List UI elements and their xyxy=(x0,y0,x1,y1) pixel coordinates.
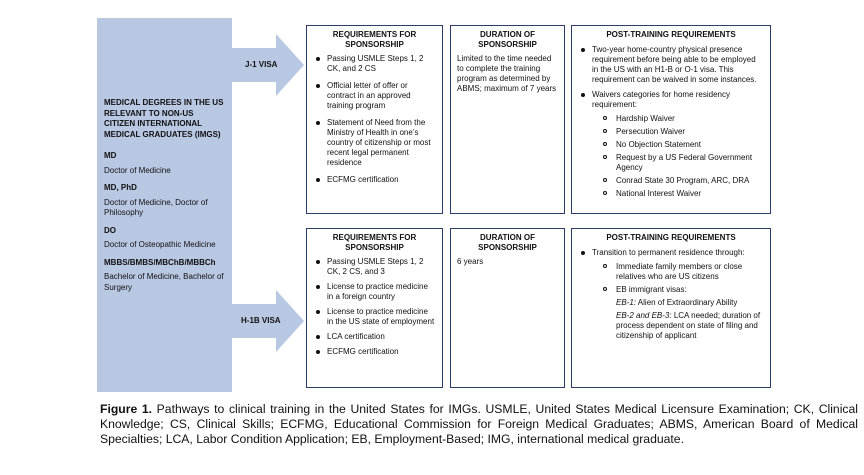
list-item: ECFMG certification xyxy=(327,347,436,357)
degree-full: Bachelor of Medicine, Bachelor of Surgery xyxy=(104,272,224,292)
caption-text: Pathways to clinical training in the United States for IMGs. USMLE, United States Medical Licensure Examination; CK, Clinical Knowledge; CS, Clinical Skills; ECFMG, Educational Commission for Foreign Medical Graduates; ABMS, American Board of Medical Specialties; LCA, Labor Condition Application; EB, Employment-Based; IMG, international medical graduate. xyxy=(100,402,858,446)
degree-full: Doctor of Medicine, Doctor of Philosophy xyxy=(104,197,208,217)
degrees-panel xyxy=(97,18,232,392)
h1b-duration-box xyxy=(450,228,565,388)
j1-requirements-title: REQUIREMENTS FOR SPONSORSHIP xyxy=(332,30,417,49)
waiver-item: National Interest Waiver xyxy=(616,189,764,199)
list-item: Statement of Need from the Ministry of Health in one’s country of citizenship or most recent legal permanent residence xyxy=(327,118,436,168)
waiver-item: Hardship Waiver xyxy=(616,114,764,124)
eb1-line xyxy=(616,298,764,308)
list-item: Official letter of offer or contract in an approved training program xyxy=(327,81,436,111)
degree-abbr: MD xyxy=(104,151,117,160)
list-item: Passing USMLE Steps 1, 2 CK, 2 CS, and 3 xyxy=(327,257,436,277)
h1b-requirements-box xyxy=(306,228,443,388)
h1b-post-training-box xyxy=(571,228,771,388)
j1-requirements-box xyxy=(306,25,443,214)
j1-duration-text: Limited to the time needed to complete the training program as determined by ABMS; maximum of 7 years xyxy=(457,54,557,93)
eb1-label: EB-1: xyxy=(616,297,637,307)
waiver-item: Conrad State 30 Program, ARC, DRA xyxy=(616,176,764,186)
degree-full: Doctor of Osteopathic Medicine xyxy=(104,240,216,249)
h1b-visa-label: H-1B VISA xyxy=(241,316,281,325)
caption-label: Figure 1. xyxy=(100,402,153,416)
transition-intro: Transition to permanent residence through: xyxy=(592,247,745,257)
list-item: License to practice medicine in a foreign country xyxy=(327,282,436,302)
waiver-item: No Objection Statement xyxy=(616,140,764,150)
list-item: License to practice medicine in the US state of employment xyxy=(327,307,435,326)
list-item xyxy=(592,90,764,199)
eb-visas-label: EB immigrant visas: xyxy=(616,284,687,294)
eb23-label: EB-2 and EB-3: xyxy=(616,310,672,320)
h1b-duration-title: DURATION OF SPONSORSHIP xyxy=(478,233,537,252)
degree-abbr: MD, PhD xyxy=(104,183,137,192)
degree-full: Doctor of Medicine xyxy=(104,165,171,175)
degree-abbr: DO xyxy=(104,225,116,235)
degrees-heading: MEDICAL DEGREES IN THE US RELEVANT TO NON-US CITIZEN INTERNATIONAL MEDICAL GRADUATES (IMGS) xyxy=(104,98,224,139)
j1-visa-label: J-1 VISA xyxy=(245,60,278,69)
sub-item: Immediate family members or close relatives who are US citizens xyxy=(616,262,764,282)
eb23-text: LCA needed; duration of process dependent on state of filing and citizenship of applicant xyxy=(616,310,761,340)
list-item: LCA certification xyxy=(327,332,436,342)
list-item: Passing USMLE Steps 1, 2 CK, and 2 CS xyxy=(327,54,436,74)
eb23-line xyxy=(616,311,764,341)
h1b-post-title: POST-TRAINING REQUIREMENTS xyxy=(606,233,736,242)
j1-post-training-box xyxy=(571,25,771,214)
j1-duration-box xyxy=(450,25,565,214)
h1b-requirements-title: REQUIREMENTS FOR SPONSORSHIP xyxy=(332,233,417,252)
list-item xyxy=(592,248,764,341)
figure-caption xyxy=(100,402,858,447)
sub-item xyxy=(616,285,764,341)
waiver-intro: Waivers categories for home residency requirement: xyxy=(592,89,730,109)
waiver-item: Persecution Waiver xyxy=(616,127,764,137)
h1b-duration-text: 6 years xyxy=(457,257,484,266)
list-item: ECFMG certification xyxy=(327,175,436,185)
waiver-item: Request by a US Federal Government Agency xyxy=(616,153,764,173)
j1-duration-title: DURATION OF SPONSORSHIP xyxy=(478,30,537,49)
j1-post-title: POST-TRAINING REQUIREMENTS xyxy=(606,30,736,39)
list-item: Two-year home-country physical presence requirement before being able to be employed in the US with an H1-B or O-1 visa. This requirement can be waived in some instances. xyxy=(592,45,764,85)
degree-abbr: MBBS/BMBS/MBChB/MBBCh xyxy=(104,257,216,267)
eb1-text: Alien of Extraordinary Ability xyxy=(636,297,738,307)
